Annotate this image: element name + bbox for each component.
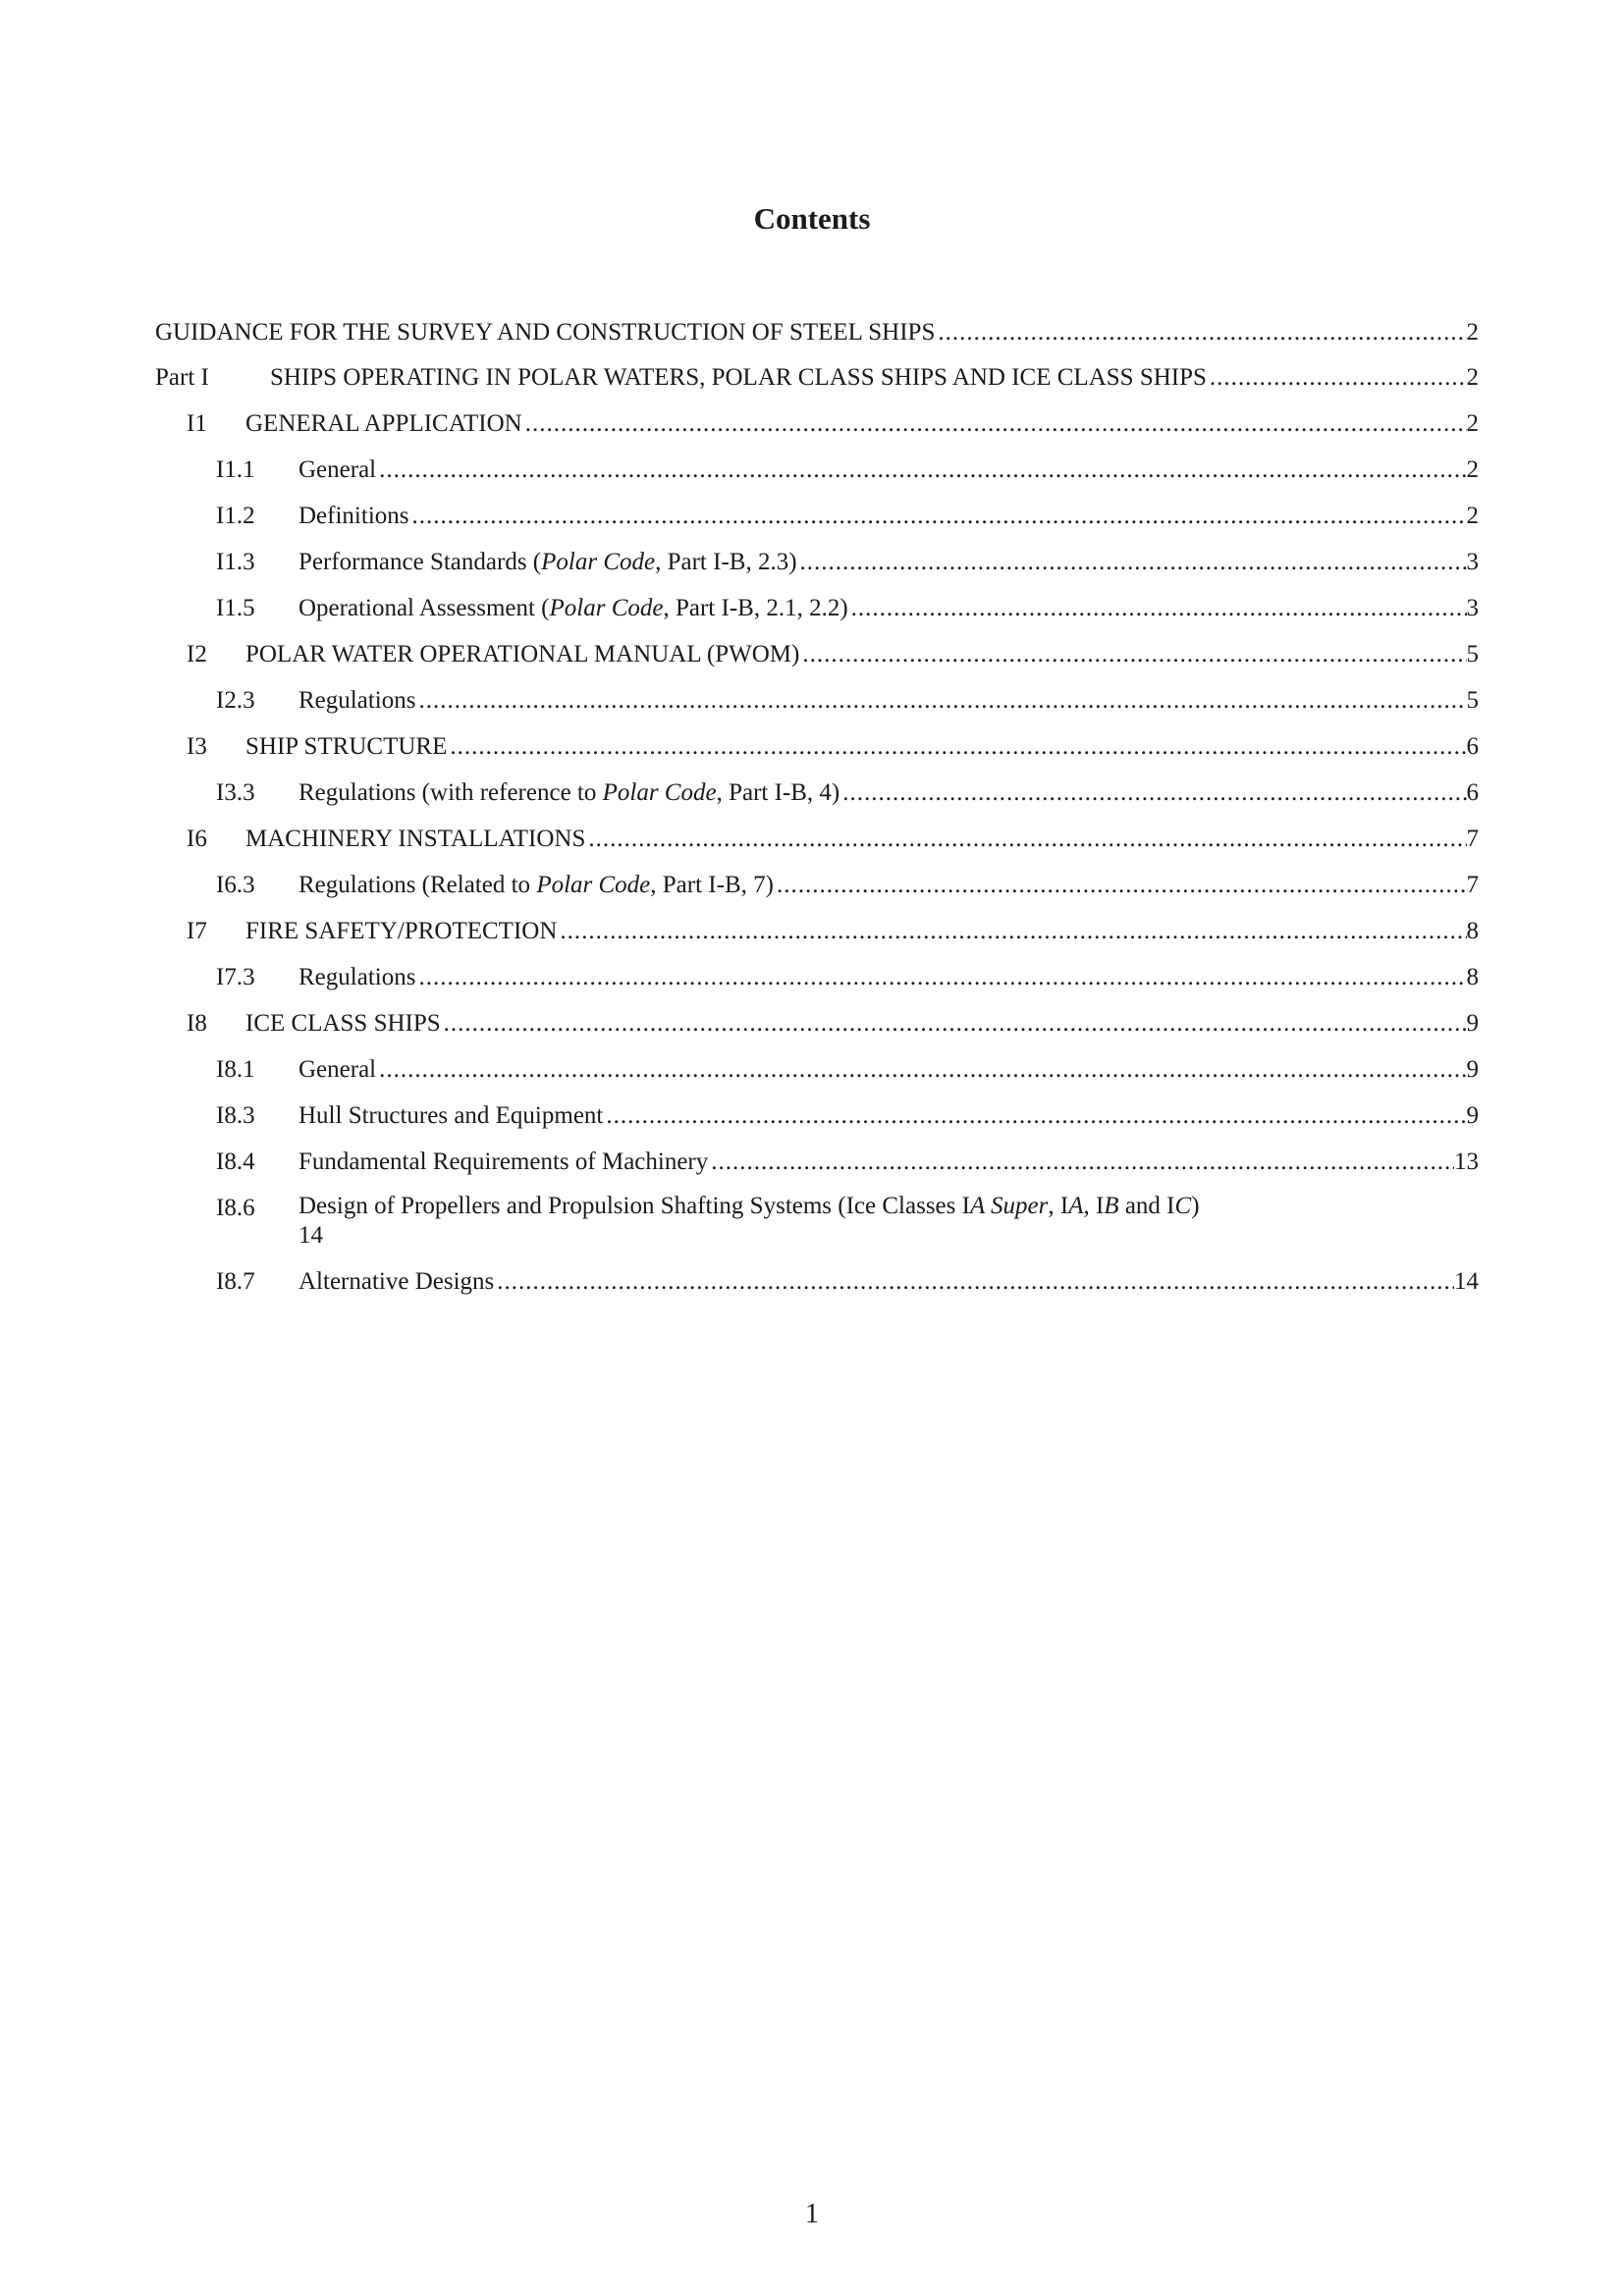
toc-entry-page: 9	[1466, 1010, 1479, 1037]
toc-entry-title: MACHINERY INSTALLATIONS	[245, 826, 586, 852]
dot-leader	[409, 500, 1467, 532]
dot-leader	[799, 638, 1466, 670]
toc-entry-i6-3[interactable]	[155, 869, 1479, 901]
toc-entry-number: I2.3	[216, 687, 255, 714]
toc-entry-title: ICE CLASS SHIPS	[245, 1010, 441, 1037]
dot-leader	[848, 592, 1467, 624]
toc-entry-title: General	[298, 456, 377, 483]
toc-entry-title: Performance Standards (Polar Code, Part I-B, 2.3)	[298, 549, 797, 575]
toc-entry-title: Definitions	[298, 503, 409, 529]
toc-entry-title: Alternative Designs	[298, 1268, 495, 1295]
toc-entry-number: I6.3	[216, 872, 255, 898]
toc-entry-title: Design of Propellers and Propulsion Shafting Systems (Ice Classes IA Super, IA, IB and IC) 14	[298, 1193, 1200, 1249]
dot-leader	[1207, 361, 1467, 394]
toc-entry-i7-3[interactable]	[155, 961, 1479, 993]
dot-leader	[376, 1053, 1466, 1086]
toc-entry-page: 5	[1466, 641, 1479, 667]
toc-entry-guidance[interactable]	[155, 316, 1479, 348]
toc-entry-i1-5[interactable]	[155, 592, 1479, 624]
dot-leader	[774, 869, 1467, 901]
toc-entry-page: 8	[1466, 964, 1479, 990]
toc-entry-page: 2	[1466, 456, 1479, 483]
toc-entry-page: 9	[1466, 1056, 1479, 1083]
toc-entry-i2[interactable]	[155, 638, 1479, 670]
toc-entry-page: 7	[1466, 872, 1479, 898]
toc-entry-number: I8.4	[216, 1148, 255, 1175]
page-number: 1	[805, 2199, 819, 2229]
toc-entry-number: I1.1	[216, 456, 255, 483]
toc-entry-number: I7	[187, 918, 207, 944]
toc-entry-i1-3[interactable]	[155, 546, 1479, 578]
toc-entry-page: 8	[1466, 918, 1479, 944]
toc-entry-title: GENERAL APPLICATION	[245, 410, 522, 437]
toc-entry-number: I1.5	[216, 595, 255, 621]
toc-entry-part-i[interactable]	[155, 361, 1479, 394]
toc-entry-i1[interactable]	[155, 407, 1479, 440]
dot-leader	[447, 730, 1466, 763]
dot-leader	[708, 1146, 1454, 1178]
toc-entry-title: Operational Assessment (Polar Code, Part I-B, 2.1, 2.2)	[298, 595, 848, 621]
page-title: Contents	[753, 201, 871, 236]
dot-leader	[522, 407, 1467, 440]
toc-entry-number: I8.3	[216, 1102, 255, 1129]
toc-entry-title: Hull Structures and Equipment	[298, 1102, 604, 1129]
toc-entry-page: 2	[1466, 319, 1479, 346]
toc-entry-i1-1[interactable]	[155, 454, 1479, 486]
toc-entry-title: Regulations	[298, 964, 416, 990]
toc-entry-number: I1	[187, 410, 207, 437]
toc-entry-title: Regulations (with reference to Polar Code, Part I-B, 4)	[298, 779, 840, 806]
toc-entry-i3[interactable]	[155, 730, 1479, 763]
dot-leader	[585, 823, 1466, 855]
toc-entry-title: Fundamental Requirements of Machinery	[298, 1148, 709, 1175]
toc-entry-title: SHIPS OPERATING IN POLAR WATERS, POLAR CLASS SHIPS AND ICE CLASS SHIPS	[270, 364, 1207, 391]
toc-entry-i8-3[interactable]	[155, 1099, 1479, 1132]
toc-entry-i7[interactable]	[155, 915, 1479, 947]
toc-entry-page: 14	[1454, 1268, 1479, 1295]
toc-entry-number: I8.6	[216, 1195, 255, 1221]
table-of-contents	[155, 316, 1479, 1298]
toc-entry-number: I1.3	[216, 549, 255, 575]
toc-entry-page: 7	[1466, 826, 1479, 852]
toc-entry-i2-3[interactable]	[155, 684, 1479, 717]
toc-entry-number: I8	[187, 1010, 207, 1037]
toc-entry-i1-2[interactable]	[155, 500, 1479, 532]
toc-entry-title: Regulations (Related to Polar Code, Part I-B, 7)	[298, 872, 774, 898]
toc-entry-i8-7[interactable]	[155, 1265, 1479, 1298]
toc-entry-title: GUIDANCE FOR THE SURVEY AND CONSTRUCTION OF STEEL SHIPS	[155, 319, 936, 346]
toc-entry-number: Part I	[155, 364, 209, 391]
dot-leader	[415, 684, 1466, 717]
toc-entry-title: Regulations	[298, 687, 416, 714]
dot-leader	[376, 454, 1466, 486]
toc-entry-number: I7.3	[216, 964, 255, 990]
dot-leader	[603, 1099, 1466, 1132]
dot-leader	[935, 316, 1466, 348]
toc-entry-page: 14	[298, 1222, 323, 1249]
toc-entry-page: 9	[1466, 1102, 1479, 1129]
dot-leader	[415, 961, 1466, 993]
toc-entry-title: General	[298, 1056, 377, 1083]
toc-entry-page: 3	[1466, 549, 1479, 575]
dot-leader	[494, 1265, 1454, 1298]
toc-entry-i8-4[interactable]	[155, 1146, 1479, 1178]
toc-entry-i8[interactable]	[155, 1007, 1479, 1040]
toc-entry-title: POLAR WATER OPERATIONAL MANUAL (PWOM)	[245, 641, 800, 667]
toc-entry-number: I2	[187, 641, 207, 667]
dot-leader	[797, 546, 1467, 578]
toc-entry-number: I1.2	[216, 503, 255, 529]
toc-entry-page: 2	[1466, 410, 1479, 437]
toc-entry-page: 3	[1466, 595, 1479, 621]
toc-entry-number: I8.1	[216, 1056, 255, 1083]
toc-entry-i8-6[interactable]	[155, 1192, 1479, 1252]
toc-entry-number: I6	[187, 826, 207, 852]
toc-entry-number: I3.3	[216, 779, 255, 806]
toc-entry-number: I8.7	[216, 1268, 255, 1295]
toc-entry-page: 2	[1466, 503, 1479, 529]
dot-leader	[441, 1007, 1467, 1040]
toc-entry-title: FIRE SAFETY/PROTECTION	[245, 918, 558, 944]
toc-entry-page: 6	[1466, 733, 1479, 760]
toc-entry-page: 13	[1454, 1148, 1479, 1175]
toc-entry-i3-3[interactable]	[155, 776, 1479, 809]
toc-entry-page: 6	[1466, 779, 1479, 806]
dot-leader	[839, 776, 1466, 809]
dot-leader	[557, 915, 1466, 947]
toc-entry-page: 5	[1466, 687, 1479, 714]
toc-entry-page: 2	[1466, 364, 1479, 391]
toc-entry-number: I3	[187, 733, 207, 760]
toc-entry-i8-1[interactable]	[155, 1053, 1479, 1086]
toc-entry-i6[interactable]	[155, 823, 1479, 855]
toc-entry-title: SHIP STRUCTURE	[245, 733, 448, 760]
